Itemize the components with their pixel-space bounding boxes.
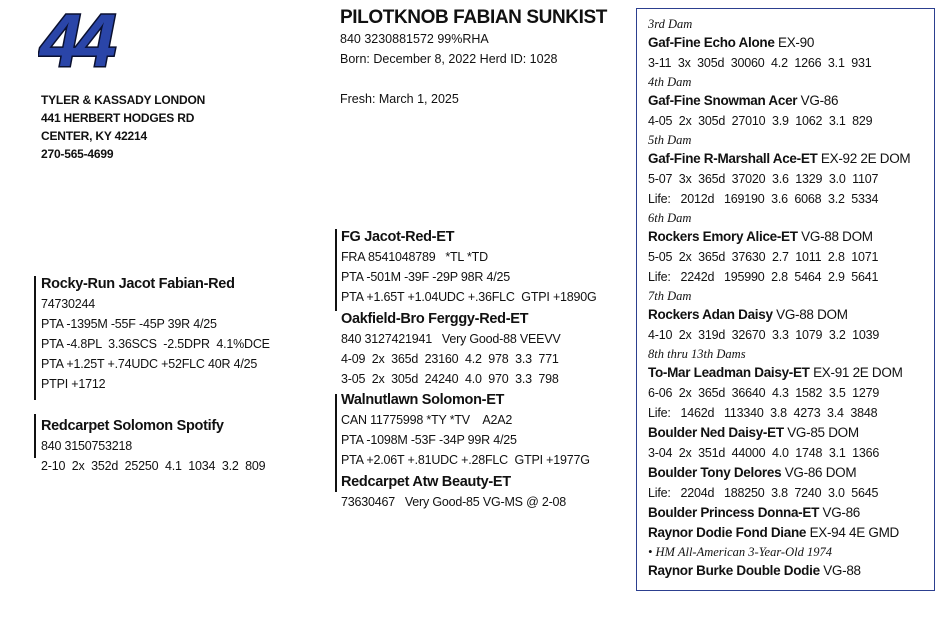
seventh-dam-entry — [648, 305, 934, 325]
boulder-tony-name: Boulder Tony Delores — [648, 465, 782, 480]
sire-dam-line: 3-05 2x 305d 24240 4.0 970 3.3 798 — [341, 372, 559, 386]
to-mar-record: 6-06 2x 365d 36640 4.3 1582 3.5 1279 — [648, 386, 880, 400]
sire-sire-line: PTA +1.65T +1.04UDC +.36FLC GTPI +1890G — [341, 290, 597, 304]
dam-family-box — [636, 8, 935, 591]
dam-dam-name: Redcarpet Atw Beauty-ET — [341, 474, 511, 490]
third-dam-label: 3rd Dam — [648, 17, 693, 31]
boulder-tony-entry — [648, 463, 934, 483]
sire-name: Rocky-Run Jacot Fabian-Red — [41, 276, 235, 292]
sire-sire-name: FG Jacot-Red-ET — [341, 229, 455, 245]
fifth-dam-score: EX-92 2E DOM — [817, 151, 911, 166]
raynor-burke-name: Raynor Burke Double Dodie — [648, 563, 820, 578]
fifth-dam-entry — [648, 149, 934, 169]
animal-name: PILOTKNOB FABIAN SUNKIST — [340, 7, 607, 28]
boulder-tony-life: Life: 2204d 188250 3.8 7240 3.0 5645 — [648, 486, 879, 500]
third-dam-score: EX-90 — [774, 35, 815, 50]
sire-line: PTA +1.25T +.74UDC +52FLC 40R 4/25 — [41, 357, 258, 371]
animal-born: Born: December 8, 2022 Herd ID: 1028 — [340, 52, 558, 66]
consigner-block — [41, 91, 205, 163]
dam-sire-line: PTA -1098M -53F -34P 99R 4/25 — [341, 433, 517, 447]
consigner-address: 441 HERBERT HODGES RD — [41, 111, 195, 125]
sire-side-bracket — [335, 229, 337, 311]
to-mar-entry — [648, 363, 934, 383]
third-dam-record: 3-11 3x 305d 30060 4.2 1266 3.1 931 — [648, 56, 872, 70]
seventh-dam-record: 4-10 2x 319d 32670 3.3 1079 3.2 1039 — [648, 328, 880, 342]
sire-dam-line: 840 3127421941 Very Good-88 VEEVV — [341, 332, 561, 346]
fourth-dam-score: VG-86 — [797, 93, 839, 108]
lot-number-logo — [38, 6, 138, 78]
sire-block — [41, 274, 270, 394]
sire-line: PTA -4.8PL 3.36SCS -2.5DPR 4.1%DCE — [41, 337, 270, 351]
boulder-tony-score: VG-86 DOM — [781, 465, 857, 480]
to-mar-name: To-Mar Leadman Daisy-ET — [648, 365, 810, 380]
sire-dam-line: 4-09 2x 365d 23160 4.2 978 3.3 771 — [341, 352, 559, 366]
maternal-grandsire-block — [41, 416, 265, 476]
sire-sire-line: FRA 8541048789 *TL *TD — [341, 250, 488, 264]
boulder-ned-score: VG-85 DOM — [783, 425, 859, 440]
boulder-ned-entry — [648, 423, 934, 443]
maternal-grandsire-line: 2-10 2x 352d 25250 4.1 1034 3.2 809 — [41, 459, 266, 473]
fourth-dam-record: 4-05 2x 305d 27010 3.9 1062 3.1 829 — [648, 114, 873, 128]
animal-header — [340, 7, 607, 109]
to-mar-life: Life: 1462d 113340 3.8 4273 3.4 3848 — [648, 406, 878, 420]
maternal-grandsire-bracket — [34, 414, 36, 458]
dam-sire-line: PTA +2.06T +.81UDC +.28FLC GTPI +1977G — [341, 453, 590, 467]
dam-dam-line: 73630467 Very Good-85 VG-MS @ 2-08 — [341, 495, 567, 509]
sixth-dam-record: 5-05 2x 365d 37630 2.7 1011 2.8 1071 — [648, 250, 879, 264]
sixth-dam-name: Rockers Emory Alice-ET — [648, 229, 798, 244]
dam-sire-line: CAN 11775998 *TY *TV A2A2 — [341, 413, 513, 427]
fifth-dam-label: 5th Dam — [648, 133, 692, 147]
consigner-city: CENTER, KY 42214 — [41, 129, 147, 143]
sixth-dam-life: Life: 2242d 195990 2.8 5464 2.9 5641 — [648, 270, 879, 284]
animal-id: 840 3230881572 99%RHA — [340, 32, 489, 46]
sire-dam-name: Oakfield-Bro Ferggy-Red-ET — [341, 311, 529, 327]
maternal-grandsire-line: 840 3150753218 — [41, 439, 133, 453]
fourth-dam-label: 4th Dam — [648, 75, 692, 89]
dam-sire-block — [341, 390, 590, 470]
seventh-dam-label: 7th Dam — [648, 289, 692, 303]
boulder-princess-entry — [648, 503, 934, 523]
sire-bracket — [34, 276, 36, 400]
raynor-dodie-note: • HM All-American 3-Year-Old 1974 — [648, 545, 832, 559]
boulder-princess-name: Boulder Princess Donna-ET — [648, 505, 820, 520]
boulder-ned-record: 3-04 2x 351d 44000 4.0 1748 3.1 1366 — [648, 446, 880, 460]
fifth-dam-name: Gaf-Fine R-Marshall Ace-ET — [648, 151, 818, 166]
dam-sire-name: Walnutlawn Solomon-ET — [341, 392, 505, 408]
dam-dam-block — [341, 472, 566, 512]
raynor-dodie-entry — [648, 523, 934, 543]
fourth-dam-entry — [648, 91, 934, 111]
raynor-burke-entry — [648, 561, 934, 581]
sixth-dam-score: VG-88 DOM — [797, 229, 873, 244]
third-dam-name: Gaf-Fine Echo Alone — [648, 35, 775, 50]
consigner-name: TYLER & KASSADY LONDON — [41, 93, 206, 107]
lot-number: 44 — [40, 6, 111, 78]
raynor-dodie-name: Raynor Dodie Fond Diane — [648, 525, 807, 540]
later-dams-label: 8th thru 13th Dams — [648, 347, 746, 361]
sire-line: PTA -1395M -55F -45P 39R 4/25 — [41, 317, 217, 331]
seventh-dam-score: VG-88 DOM — [772, 307, 848, 322]
sire-sire-block — [341, 227, 597, 307]
sixth-dam-label: 6th Dam — [648, 211, 692, 225]
sire-line: 74730244 — [41, 297, 96, 311]
fifth-dam-life: Life: 2012d 169190 3.6 6068 3.2 5334 — [648, 192, 879, 206]
fifth-dam-record: 5-07 3x 365d 37020 3.6 1329 3.0 1107 — [648, 172, 879, 186]
third-dam-entry — [648, 33, 934, 53]
animal-fresh: Fresh: March 1, 2025 — [340, 92, 459, 106]
sixth-dam-entry — [648, 227, 934, 247]
boulder-ned-name: Boulder Ned Daisy-ET — [648, 425, 784, 440]
to-mar-score: EX-91 2E DOM — [809, 365, 903, 380]
sire-sire-line: PTA -501M -39F -29P 98R 4/25 — [341, 270, 511, 284]
raynor-burke-score: VG-88 — [819, 563, 861, 578]
raynor-dodie-score: EX-94 4E GMD — [806, 525, 900, 540]
fourth-dam-name: Gaf-Fine Snowman Acer — [648, 93, 798, 108]
boulder-princess-score: VG-86 — [819, 505, 861, 520]
sire-dam-block — [341, 309, 561, 389]
seventh-dam-name: Rockers Adan Daisy — [648, 307, 773, 322]
maternal-grandsire-name: Redcarpet Solomon Spotify — [41, 418, 224, 434]
dam-side-bracket — [335, 394, 337, 492]
consigner-phone: 270-565-4699 — [41, 147, 114, 161]
sire-line: PTPI +1712 — [41, 377, 106, 391]
